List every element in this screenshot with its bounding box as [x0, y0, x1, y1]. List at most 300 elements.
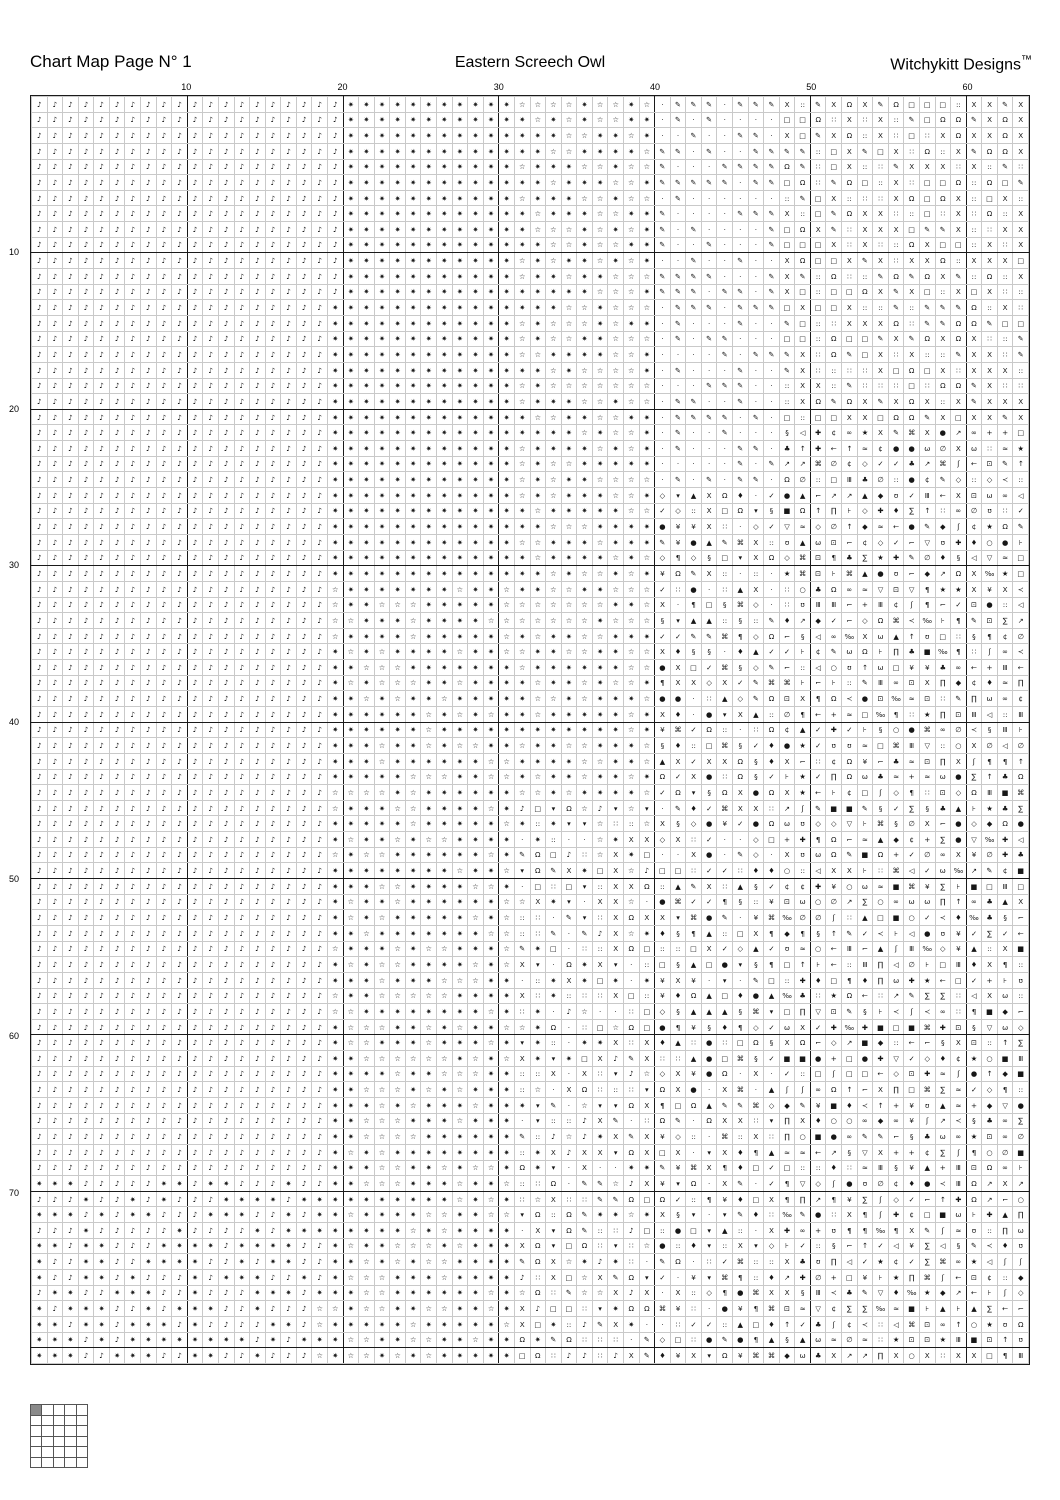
grid-cell[interactable]: ♦ — [857, 972, 873, 988]
grid-cell[interactable]: ✷ — [374, 284, 390, 300]
grid-cell[interactable]: ¢ — [842, 456, 858, 472]
grid-cell[interactable]: ♪ — [250, 1019, 266, 1035]
grid-cell[interactable]: ∞ — [997, 1160, 1013, 1176]
grid-cell[interactable]: ✷ — [390, 1270, 406, 1286]
grid-cell[interactable]: ∏ — [888, 644, 904, 660]
grid-cell[interactable]: ♪ — [172, 143, 188, 159]
grid-cell[interactable]: ✷ — [468, 1223, 484, 1239]
grid-cell[interactable]: ≺ — [966, 722, 982, 738]
grid-cell[interactable]: ♪ — [296, 441, 312, 457]
grid-cell[interactable]: ✓ — [686, 753, 702, 769]
grid-cell[interactable]: ♪ — [265, 660, 281, 676]
grid-cell[interactable]: ☆ — [483, 1004, 499, 1020]
grid-cell[interactable]: Ω — [857, 284, 873, 300]
grid-cell[interactable]: ☆ — [623, 800, 639, 816]
grid-cell[interactable]: ☆ — [546, 175, 562, 191]
grid-cell[interactable]: ▾ — [514, 863, 530, 879]
grid-cell[interactable]: ● — [748, 816, 764, 832]
grid-cell[interactable]: ♪ — [312, 738, 328, 754]
grid-cell[interactable]: ⌘ — [748, 1004, 764, 1020]
grid-cell[interactable]: ✷ — [608, 738, 624, 754]
grid-cell[interactable]: ♪ — [47, 143, 63, 159]
grid-cell[interactable]: ● — [655, 894, 671, 910]
grid-cell[interactable]: ♪ — [63, 237, 79, 253]
grid-cell[interactable]: ✷ — [390, 472, 406, 488]
grid-cell[interactable]: ✷ — [421, 1004, 437, 1020]
grid-cell[interactable]: ♪ — [32, 206, 48, 222]
grid-cell[interactable]: ✷ — [374, 800, 390, 816]
grid-cell[interactable]: ☆ — [623, 769, 639, 785]
grid-cell[interactable]: ◁ — [888, 957, 904, 973]
grid-cell[interactable]: ♪ — [63, 1019, 79, 1035]
grid-cell[interactable]: Ω — [951, 331, 967, 347]
grid-cell[interactable]: ○ — [888, 722, 904, 738]
grid-cell[interactable]: ✷ — [390, 112, 406, 128]
grid-cell[interactable]: ✷ — [156, 1191, 172, 1207]
grid-cell[interactable]: ♪ — [78, 675, 94, 691]
grid-cell[interactable]: ✎ — [1013, 331, 1029, 347]
grid-cell[interactable]: ✷ — [405, 910, 421, 926]
grid-cell[interactable]: ♪ — [32, 97, 48, 113]
grid-cell[interactable]: ☆ — [327, 597, 343, 613]
grid-cell[interactable]: ♦ — [686, 800, 702, 816]
grid-cell[interactable]: ✷ — [592, 315, 608, 331]
grid-cell[interactable]: ♪ — [109, 644, 125, 660]
grid-cell[interactable]: ♪ — [234, 660, 250, 676]
grid-cell[interactable]: ω — [935, 1129, 951, 1145]
grid-cell[interactable]: □ — [888, 660, 904, 676]
grid-cell[interactable]: ♪ — [47, 972, 63, 988]
grid-cell[interactable]: ♪ — [172, 1191, 188, 1207]
grid-cell[interactable]: ✷ — [327, 1270, 343, 1286]
grid-cell[interactable]: ✷ — [359, 456, 375, 472]
grid-cell[interactable]: ♪ — [312, 315, 328, 331]
grid-cell[interactable]: ♪ — [281, 785, 297, 801]
grid-cell[interactable]: · — [733, 347, 749, 363]
grid-cell[interactable]: ♪ — [172, 503, 188, 519]
grid-cell[interactable]: ✷ — [327, 534, 343, 550]
grid-cell[interactable]: ♪ — [187, 222, 203, 238]
grid-cell[interactable]: ♪ — [250, 941, 266, 957]
grid-cell[interactable]: ▽ — [842, 816, 858, 832]
grid-cell[interactable]: ♪ — [312, 581, 328, 597]
grid-cell[interactable]: ✎ — [826, 394, 842, 410]
grid-cell[interactable]: · — [701, 362, 717, 378]
grid-cell[interactable]: ✷ — [437, 925, 453, 941]
grid-cell[interactable]: ♪ — [250, 628, 266, 644]
grid-cell[interactable]: Ⅲ — [982, 785, 998, 801]
grid-cell[interactable]: ✷ — [47, 1176, 63, 1192]
grid-cell[interactable]: ✷ — [343, 128, 359, 144]
grid-cell[interactable]: ↗ — [982, 1176, 998, 1192]
grid-cell[interactable]: ● — [748, 988, 764, 1004]
grid-cell[interactable]: ✓ — [810, 1019, 826, 1035]
grid-cell[interactable]: ☆ — [608, 1019, 624, 1035]
grid-cell[interactable]: ✎ — [748, 675, 764, 691]
grid-cell[interactable]: ✷ — [577, 284, 593, 300]
grid-cell[interactable]: ☆ — [499, 925, 515, 941]
grid-cell[interactable]: ✷ — [577, 237, 593, 253]
grid-cell[interactable]: ♪ — [32, 628, 48, 644]
grid-cell[interactable]: ♪ — [47, 347, 63, 363]
grid-cell[interactable]: ● — [779, 488, 795, 504]
grid-cell[interactable]: ♪ — [218, 1223, 234, 1239]
grid-cell[interactable]: ✷ — [359, 300, 375, 316]
grid-cell[interactable]: ‰ — [919, 613, 935, 629]
grid-cell[interactable]: ◇ — [888, 1191, 904, 1207]
grid-cell[interactable]: ♪ — [296, 613, 312, 629]
grid-cell[interactable]: ≺ — [935, 1176, 951, 1192]
grid-cell[interactable]: :: — [966, 269, 982, 285]
grid-cell[interactable]: ✷ — [359, 112, 375, 128]
grid-cell[interactable]: ✷ — [421, 159, 437, 175]
grid-cell[interactable]: Ω — [748, 1035, 764, 1051]
grid-cell[interactable]: ♪ — [156, 816, 172, 832]
grid-cell[interactable]: + — [779, 832, 795, 848]
grid-cell[interactable]: § — [919, 800, 935, 816]
grid-cell[interactable]: ♪ — [218, 534, 234, 550]
grid-cell[interactable]: ✷ — [499, 660, 515, 676]
grid-cell[interactable]: ← — [1013, 660, 1029, 676]
grid-cell[interactable]: ☆ — [483, 1160, 499, 1176]
grid-cell[interactable]: ✷ — [546, 675, 562, 691]
grid-cell[interactable]: ✷ — [359, 269, 375, 285]
grid-cell[interactable]: ♪ — [327, 237, 343, 253]
grid-cell[interactable]: ▾ — [733, 550, 749, 566]
grid-cell[interactable]: ✷ — [327, 644, 343, 660]
grid-cell[interactable]: ✷ — [281, 1285, 297, 1301]
grid-cell[interactable]: :: — [842, 675, 858, 691]
grid-cell[interactable]: ♪ — [187, 800, 203, 816]
grid-cell[interactable]: · — [561, 941, 577, 957]
grid-cell[interactable]: · — [764, 847, 780, 863]
grid-cell[interactable]: ⌐ — [919, 1035, 935, 1051]
grid-cell[interactable]: ♪ — [250, 1082, 266, 1098]
grid-cell[interactable]: ✎ — [717, 1098, 733, 1114]
grid-cell[interactable]: ♪ — [203, 566, 219, 582]
grid-cell[interactable]: ♪ — [250, 1144, 266, 1160]
grid-cell[interactable]: ✓ — [873, 456, 889, 472]
grid-cell[interactable]: ♪ — [234, 769, 250, 785]
grid-cell[interactable]: ✓ — [748, 738, 764, 754]
grid-cell[interactable]: ♪ — [250, 1066, 266, 1082]
grid-cell[interactable]: ♪ — [125, 1176, 141, 1192]
grid-cell[interactable]: ♪ — [234, 847, 250, 863]
grid-cell[interactable]: ⌐ — [842, 832, 858, 848]
grid-cell[interactable]: § — [733, 660, 749, 676]
grid-cell[interactable]: ♪ — [172, 691, 188, 707]
grid-cell[interactable]: ♦ — [764, 863, 780, 879]
grid-cell[interactable]: ✎ — [748, 97, 764, 113]
grid-cell[interactable]: ♪ — [187, 660, 203, 676]
grid-cell[interactable]: ✷ — [468, 769, 484, 785]
grid-cell[interactable]: ☆ — [499, 894, 515, 910]
grid-cell[interactable]: X — [733, 785, 749, 801]
grid-cell[interactable]: ✷ — [343, 925, 359, 941]
grid-cell[interactable]: :: — [779, 972, 795, 988]
grid-cell[interactable]: ◁ — [966, 988, 982, 1004]
grid-cell[interactable]: ♪ — [141, 425, 157, 441]
grid-cell[interactable]: ♪ — [141, 816, 157, 832]
grid-cell[interactable]: ♪ — [218, 894, 234, 910]
grid-cell[interactable]: ♪ — [63, 362, 79, 378]
grid-cell[interactable]: ¥ — [670, 519, 686, 535]
grid-cell[interactable]: :: — [842, 190, 858, 206]
grid-cell[interactable]: ✷ — [468, 832, 484, 848]
grid-cell[interactable]: ✷ — [483, 519, 499, 535]
grid-cell[interactable]: ♪ — [78, 894, 94, 910]
grid-cell[interactable]: ✷ — [452, 660, 468, 676]
grid-cell[interactable]: Χ — [655, 1207, 671, 1223]
grid-cell[interactable]: ♪ — [218, 269, 234, 285]
grid-cell[interactable]: ✷ — [359, 894, 375, 910]
grid-cell[interactable]: ♪ — [187, 190, 203, 206]
grid-cell[interactable]: ♪ — [172, 519, 188, 535]
grid-cell[interactable]: ✎ — [546, 863, 562, 879]
grid-cell[interactable]: ♪ — [156, 941, 172, 957]
grid-cell[interactable]: ✷ — [327, 441, 343, 457]
grid-cell[interactable]: □ — [810, 190, 826, 206]
grid-cell[interactable]: ω — [857, 769, 873, 785]
grid-cell[interactable]: ☆ — [405, 1129, 421, 1145]
grid-cell[interactable]: Ω — [951, 112, 967, 128]
grid-cell[interactable]: ∅ — [810, 910, 826, 926]
grid-cell[interactable]: ♪ — [312, 550, 328, 566]
grid-cell[interactable]: ☆ — [561, 785, 577, 801]
grid-cell[interactable]: ♪ — [172, 315, 188, 331]
grid-cell[interactable]: ▾ — [608, 1066, 624, 1082]
grid-cell[interactable]: ✷ — [343, 863, 359, 879]
grid-cell[interactable]: ✷ — [343, 628, 359, 644]
grid-cell[interactable]: ♦ — [733, 988, 749, 1004]
grid-cell[interactable]: ʊ — [826, 1223, 842, 1239]
grid-cell[interactable]: ♪ — [63, 1098, 79, 1114]
grid-cell[interactable]: X — [919, 816, 935, 832]
grid-cell[interactable]: ✷ — [405, 97, 421, 113]
grid-cell[interactable]: □ — [561, 879, 577, 895]
grid-cell[interactable]: · — [748, 112, 764, 128]
grid-cell[interactable]: ♪ — [47, 1019, 63, 1035]
grid-cell[interactable]: ♪ — [47, 800, 63, 816]
grid-cell[interactable]: ✷ — [623, 97, 639, 113]
grid-cell[interactable]: ✎ — [670, 441, 686, 457]
grid-cell[interactable]: ✎ — [592, 1176, 608, 1192]
grid-cell[interactable]: · — [639, 1254, 655, 1270]
grid-cell[interactable]: ♪ — [47, 300, 63, 316]
grid-cell[interactable]: ✓ — [966, 972, 982, 988]
grid-cell[interactable]: ✓ — [857, 1254, 873, 1270]
grid-cell[interactable]: ✷ — [452, 472, 468, 488]
grid-cell[interactable]: ✷ — [374, 394, 390, 410]
grid-cell[interactable]: ♪ — [187, 1019, 203, 1035]
grid-cell[interactable]: ♪ — [32, 190, 48, 206]
grid-cell[interactable]: Ω — [717, 1066, 733, 1082]
grid-cell[interactable]: ♪ — [218, 566, 234, 582]
grid-cell[interactable]: ✷ — [234, 1207, 250, 1223]
grid-cell[interactable]: X — [592, 957, 608, 973]
grid-cell[interactable]: ☆ — [437, 1223, 453, 1239]
grid-cell[interactable]: ✎ — [592, 1191, 608, 1207]
grid-cell[interactable]: ♪ — [203, 1082, 219, 1098]
grid-cell[interactable]: ↗ — [826, 1144, 842, 1160]
grid-cell[interactable]: ● — [701, 910, 717, 926]
grid-cell[interactable]: ‰ — [982, 566, 998, 582]
grid-cell[interactable]: ✷ — [514, 706, 530, 722]
grid-cell[interactable]: ✓ — [888, 534, 904, 550]
grid-cell[interactable]: ¶ — [857, 1223, 873, 1239]
grid-cell[interactable]: □ — [779, 957, 795, 973]
grid-cell[interactable]: :: — [623, 816, 639, 832]
grid-cell[interactable]: ✷ — [623, 691, 639, 707]
grid-cell[interactable]: ♪ — [234, 941, 250, 957]
grid-cell[interactable]: ✷ — [514, 409, 530, 425]
grid-cell[interactable]: ♪ — [172, 237, 188, 253]
grid-cell[interactable]: ✷ — [421, 253, 437, 269]
grid-cell[interactable]: ∷ — [733, 863, 749, 879]
grid-cell[interactable]: ♪ — [203, 691, 219, 707]
grid-cell[interactable]: X — [577, 1160, 593, 1176]
grid-cell[interactable]: ■ — [997, 785, 1013, 801]
grid-cell[interactable]: ♪ — [265, 97, 281, 113]
grid-cell[interactable]: ← — [826, 441, 842, 457]
grid-cell[interactable]: ♪ — [172, 910, 188, 926]
grid-cell[interactable]: ✷ — [468, 1004, 484, 1020]
grid-cell[interactable]: ▾ — [546, 1238, 562, 1254]
grid-cell[interactable]: ♪ — [125, 1066, 141, 1082]
grid-cell[interactable]: ✷ — [327, 394, 343, 410]
grid-cell[interactable]: ♪ — [281, 847, 297, 863]
grid-cell[interactable]: ▲ — [686, 488, 702, 504]
grid-cell[interactable]: ♪ — [234, 972, 250, 988]
grid-cell[interactable]: ♪ — [250, 534, 266, 550]
grid-cell[interactable]: ◁ — [842, 1254, 858, 1270]
grid-cell[interactable]: ♪ — [250, 206, 266, 222]
grid-cell[interactable]: ✷ — [546, 159, 562, 175]
grid-cell[interactable]: ♪ — [156, 613, 172, 629]
grid-cell[interactable]: Χ — [997, 394, 1013, 410]
grid-cell[interactable]: ✷ — [608, 753, 624, 769]
grid-cell[interactable]: ♪ — [312, 97, 328, 113]
grid-cell[interactable]: X — [655, 706, 671, 722]
grid-cell[interactable]: ☆ — [639, 691, 655, 707]
grid-cell[interactable]: X — [966, 738, 982, 754]
grid-cell[interactable]: ♪ — [141, 441, 157, 457]
grid-cell[interactable]: ♪ — [250, 1176, 266, 1192]
grid-cell[interactable]: Ω — [686, 988, 702, 1004]
grid-cell[interactable]: ♪ — [109, 706, 125, 722]
grid-cell[interactable]: ✷ — [32, 1238, 48, 1254]
grid-cell[interactable]: ⊡ — [810, 566, 826, 582]
grid-cell[interactable]: · — [655, 97, 671, 113]
grid-cell[interactable]: ✷ — [546, 112, 562, 128]
grid-cell[interactable]: ☆ — [514, 347, 530, 363]
grid-cell[interactable]: ✎ — [733, 159, 749, 175]
grid-cell[interactable]: ♪ — [156, 222, 172, 238]
grid-cell[interactable]: ✎ — [873, 97, 889, 113]
grid-cell[interactable]: ✷ — [452, 1285, 468, 1301]
grid-cell[interactable]: ✷ — [187, 1238, 203, 1254]
grid-cell[interactable]: ♪ — [32, 1144, 48, 1160]
grid-cell[interactable]: + — [888, 1098, 904, 1114]
grid-cell[interactable]: ∏ — [935, 753, 951, 769]
grid-cell[interactable]: ♪ — [203, 143, 219, 159]
grid-cell[interactable]: ✎ — [655, 1160, 671, 1176]
grid-cell[interactable]: Χ — [592, 1113, 608, 1129]
grid-cell[interactable]: ✚ — [779, 1223, 795, 1239]
grid-cell[interactable]: ♪ — [187, 1113, 203, 1129]
grid-cell[interactable]: ✷ — [405, 519, 421, 535]
grid-cell[interactable]: ☆ — [623, 503, 639, 519]
grid-cell[interactable]: · — [655, 394, 671, 410]
grid-cell[interactable]: Ⅲ — [1013, 706, 1029, 722]
grid-cell[interactable]: ☆ — [546, 488, 562, 504]
grid-cell[interactable]: ☆ — [608, 409, 624, 425]
grid-cell[interactable]: ✷ — [437, 613, 453, 629]
grid-cell[interactable]: ♪ — [296, 222, 312, 238]
grid-cell[interactable]: ♪ — [63, 925, 79, 941]
grid-cell[interactable]: ✎ — [1013, 347, 1029, 363]
grid-cell[interactable]: ✎ — [748, 143, 764, 159]
grid-cell[interactable]: ✷ — [359, 550, 375, 566]
grid-cell[interactable]: ♪ — [141, 300, 157, 316]
grid-cell[interactable]: □ — [717, 550, 733, 566]
grid-cell[interactable]: ♪ — [94, 128, 110, 144]
grid-cell[interactable]: ▲ — [701, 534, 717, 550]
grid-cell[interactable]: ☆ — [452, 675, 468, 691]
grid-cell[interactable]: Ω — [764, 691, 780, 707]
grid-cell[interactable]: ♪ — [47, 863, 63, 879]
grid-cell[interactable]: ♪ — [109, 472, 125, 488]
grid-cell[interactable]: ♪ — [187, 1223, 203, 1239]
grid-cell[interactable]: ♪ — [78, 206, 94, 222]
grid-cell[interactable]: ✷ — [639, 534, 655, 550]
grid-cell[interactable]: ♪ — [312, 832, 328, 848]
grid-cell[interactable]: :: — [982, 159, 998, 175]
grid-cell[interactable]: X — [857, 97, 873, 113]
grid-cell[interactable]: ♪ — [78, 1285, 94, 1301]
grid-cell[interactable]: ♪ — [32, 253, 48, 269]
grid-cell[interactable]: ☆ — [592, 472, 608, 488]
grid-cell[interactable]: ✷ — [577, 660, 593, 676]
grid-cell[interactable]: ♪ — [78, 785, 94, 801]
grid-cell[interactable]: ♪ — [203, 753, 219, 769]
grid-cell[interactable]: ✷ — [203, 1238, 219, 1254]
grid-cell[interactable]: · — [733, 222, 749, 238]
grid-cell[interactable]: ♪ — [32, 284, 48, 300]
grid-cell[interactable]: ♪ — [234, 441, 250, 457]
grid-cell[interactable]: ∷ — [919, 128, 935, 144]
grid-cell[interactable]: ✷ — [327, 347, 343, 363]
grid-cell[interactable]: ☆ — [577, 1004, 593, 1020]
grid-cell[interactable]: Ω — [530, 1207, 546, 1223]
grid-cell[interactable]: ☆ — [546, 97, 562, 113]
grid-cell[interactable]: ♪ — [78, 253, 94, 269]
grid-cell[interactable]: Ω — [857, 644, 873, 660]
grid-cell[interactable]: ✷ — [483, 488, 499, 504]
grid-cell[interactable]: ✷ — [265, 1285, 281, 1301]
grid-cell[interactable]: X — [982, 362, 998, 378]
grid-cell[interactable]: ♪ — [94, 925, 110, 941]
grid-cell[interactable]: ✎ — [810, 128, 826, 144]
grid-cell[interactable]: ∷ — [717, 519, 733, 535]
grid-cell[interactable]: ∑ — [966, 769, 982, 785]
grid-cell[interactable]: ▾ — [608, 957, 624, 973]
grid-cell[interactable]: ♪ — [327, 284, 343, 300]
grid-cell[interactable]: ✚ — [888, 550, 904, 566]
grid-cell[interactable]: ✷ — [499, 519, 515, 535]
grid-cell[interactable]: ☆ — [390, 597, 406, 613]
grid-cell[interactable]: ☆ — [374, 1082, 390, 1098]
